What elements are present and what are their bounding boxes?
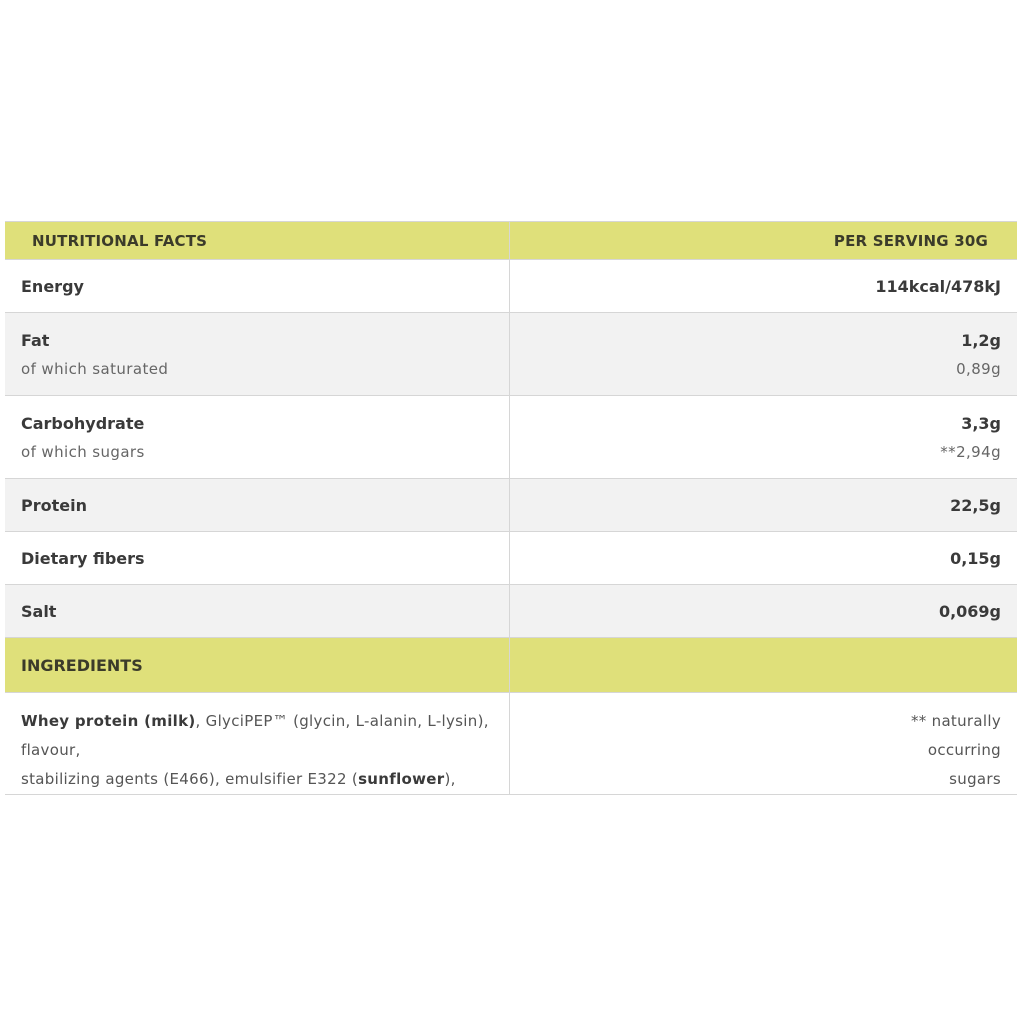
row-value-protein: 22,5g: [950, 495, 1001, 515]
row-sublabel-sugars: of which sugars: [21, 442, 145, 461]
row-value-energy: 114kcal/478kJ: [875, 276, 1001, 296]
row-label-fat: Fat: [21, 330, 50, 350]
ingredients-header-row: [5, 638, 1017, 693]
row-label-dietary-fibers: Dietary fibers: [21, 548, 145, 568]
row-carbohydrate: [5, 396, 1017, 479]
row-energy: [5, 260, 1017, 313]
row-sublabel-saturated: of which saturated: [21, 359, 169, 378]
footnote-line: sugars: [949, 770, 1001, 788]
ingredient-text-part: ),: [444, 770, 456, 788]
ingredient-text-part: stabilizing agents (E466), emulsifier E322 (: [21, 770, 359, 788]
row-label-energy: Energy: [21, 276, 84, 296]
row-label-carbohydrate: Carbohydrate: [21, 413, 145, 433]
ingredient-whey-protein: Whey protein (milk): [21, 712, 196, 730]
row-label-salt: Salt: [21, 601, 57, 621]
row-value-fat: 1,2g: [961, 330, 1001, 350]
ingredients-title: INGREDIENTS: [5, 638, 510, 692]
ingredients-text: [21, 707, 493, 794]
ingredient-text-part: , GlyciPEP™ (glycin, L-alanin, L-lysin), flavour,: [21, 712, 489, 759]
nutrition-table: [5, 221, 1017, 795]
row-salt: [5, 585, 1017, 638]
row-value-dietary-fibers: 0,15g: [950, 548, 1001, 568]
row-fat: [5, 313, 1017, 396]
row-protein: [5, 479, 1017, 532]
row-label-protein: Protein: [21, 495, 87, 515]
row-subvalue-sugars: **2,94g: [940, 442, 1001, 461]
row-value-carbohydrate: 3,3g: [961, 413, 1001, 433]
row-subvalue-saturated: 0,89g: [956, 359, 1001, 378]
sugars-footnote: [911, 707, 1001, 794]
ingredient-sunflower: sunflower: [358, 770, 445, 788]
header-per-serving: PER SERVING 30G: [833, 231, 988, 250]
row-value-salt: 0,069g: [938, 601, 1001, 621]
header-nutritional-facts: NUTRITIONAL FACTS: [5, 222, 510, 259]
row-dietary-fibers: [5, 532, 1017, 585]
ingredients-row: [5, 693, 1017, 795]
nutrition-header-row: [5, 222, 1017, 260]
footnote-line: ** naturally: [910, 712, 1001, 730]
footnote-line: occurring: [927, 741, 1001, 759]
